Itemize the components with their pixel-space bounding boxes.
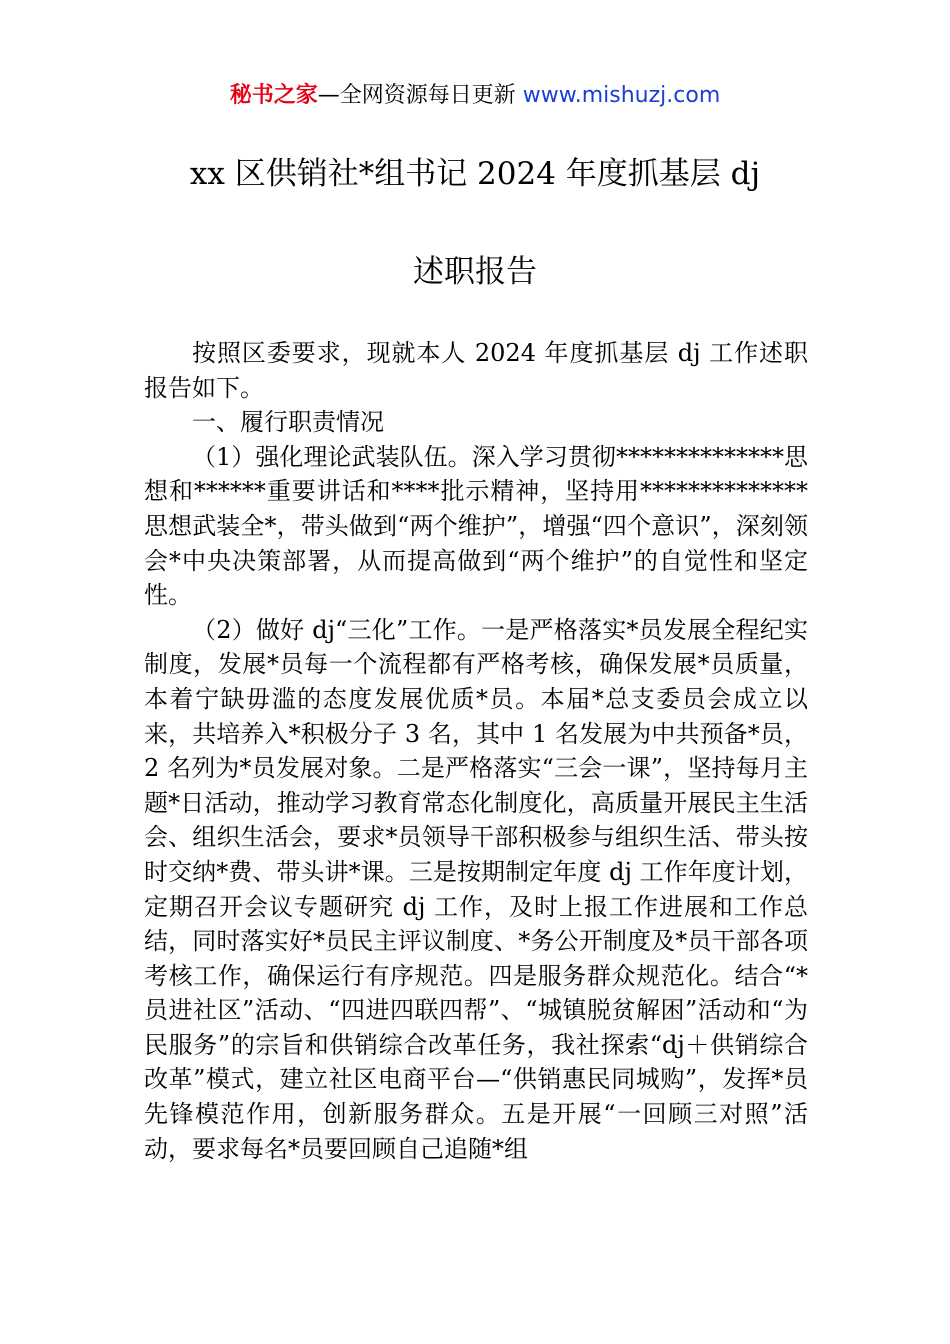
document-title: xx 区供销社*组书记 2024 年度抓基层 dj (189, 156, 761, 192)
document-body (144, 336, 808, 1166)
site-tagline: —全网资源每日更新 (317, 83, 523, 108)
section-heading: 一、履行职责情况 (192, 408, 384, 437)
document-title-line2: 述职报告 (413, 254, 537, 290)
paragraph-theory: （1）强化理论武装队伍。深入学习贯彻**************思想和******重要讲话和****批示精神，坚持用**************思想武装全*，带头做到“两个维护”，增强“四个意识”，深刻领会*中央决策部署，从而提高做到“两个维护”的自觉性和坚定性。 (144, 442, 808, 610)
site-url-link[interactable]: www.mishuzj.com (522, 83, 721, 108)
site-brand: 秘书之家 (229, 83, 318, 108)
paragraph-three-modernizations: （2）做好 dj“三化”工作。一是严格落实*员发展全程纪实制度，发展*员每一个流程都有严格考核，确保发展*员质量，本着宁缺毋滥的态度发展优质*员。本届*总支委员会成立以来，共培养入*积极分子 3 名，其中 1 名发展为中共预备*员，2 名列为*员发展对象。二是严格落实“三会一课”，坚持每月主题*日活动，推动学习教育常态化制度化，高质量开展民主生活会、组织生活会，要求*员领导干部积极参与组织生活、带头按时交纳*费、带头讲*课。三是按期制定年度 dj 工作年度计划，定期召开会议专题研究 dj 工作，及时上报工作进展和工作总结，同时落实好*员民主评议制度、*务公开制度及*员干部各项考核工作，确保运行有序规范。四是服务群众规范化。结合“*员进社区”活动、“四进四联四帮”、“城镇脱贫解困”活动和“为民服务”的宗旨和供销综合改革任务，我社探索“dj＋供销综合改革”模式，建立社区电商平台—“供销惠民同城购”，发挥*员先锋模范作用，创新服务群众。五是开展“一回顾三对照”活动，要求每名*员要回顾自己追随*组 (144, 615, 808, 1163)
paragraph-intro: 按照区委要求，现就本人 2024 年度抓基层 dj 工作述职报告如下。 (144, 339, 808, 402)
site-header (0, 80, 950, 112)
